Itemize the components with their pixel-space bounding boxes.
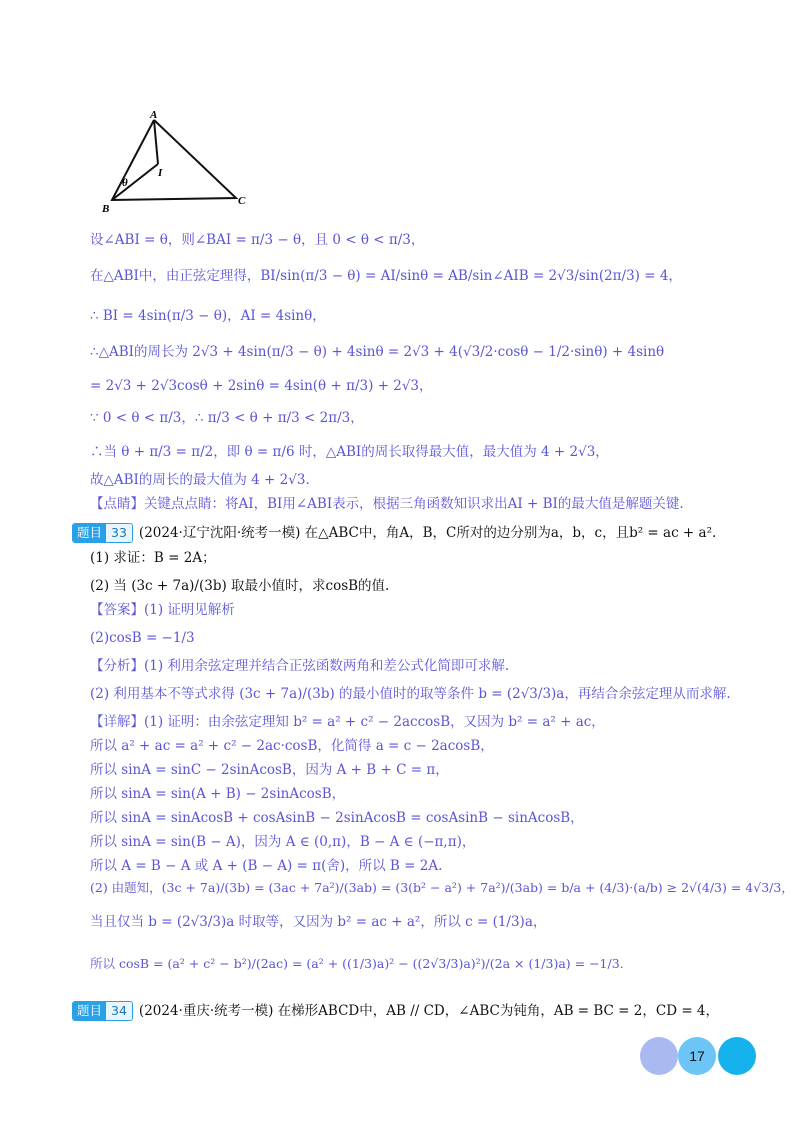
solution-line: ∴△ABI的周长为 2√3 + 4sin(π/3 − θ) + 4sinθ = 2√3 + 4(√3/2·cosθ − 1/2·sinθ) + 4sinθ: [90, 344, 665, 360]
question-part-2: (2) 当 (3c + 7a)/(3b) 取最小值时，求cosB的值.: [90, 578, 390, 594]
detail-line: 所以 a² + ac = a² + c² − 2ac·cosB，化简得 a = c − 2acosB，: [90, 738, 494, 754]
question-stem: (2024·重庆·统考一模) 在梯形ABCD中，AB // CD，∠ABC为钝角，AB = BC = 2，CD = 4，: [138, 1003, 720, 1019]
angle-label-theta: θ: [122, 177, 128, 189]
question-badge: [72, 523, 133, 543]
question-badge-label: 题目: [73, 524, 106, 542]
detail-line: 所以 cosB = (a² + c² − b²)/(2ac) = (a² + ((1/3)a)² − ((2√3/3)a)²)/(2a × (1/3)a) = −1/3.: [90, 956, 624, 971]
vertex-label-C: C: [238, 195, 246, 207]
tip-line: 【点睛】关键点点睛：将AI，BI用∠ABI表示，根据三角函数知识求出AI + BI的最大值是解题关键.: [90, 496, 684, 512]
question-part-1: (1) 求证：B = 2A；: [90, 550, 216, 566]
question-badge-label: 题目: [73, 1002, 106, 1020]
analysis-line: (2) 利用基本不等式求得 (3c + 7a)/(3b) 的最小值时的取等条件 b = (2√3/3)a，再结合余弦定理从而求解.: [90, 686, 731, 702]
segment-BI: [112, 164, 158, 200]
solution-line: 设∠ABI = θ，则∠BAI = π/3 − θ，且 0 < θ < π/3，: [90, 232, 425, 248]
question-stem: (2024·辽宁沈阳·统考一模) 在△ABC中，角A，B，C所对的边分别为a，b，c，且b² = ac + a².: [138, 525, 717, 541]
detail-line: 所以 sinA = sin(B − A)，因为 A ∈ (0,π)，B − A ∈ (−π,π)，: [90, 834, 476, 850]
vertex-label-B: B: [102, 203, 110, 215]
detail-line: 所以 sinA = sin(A + B) − 2sinAcosB，: [90, 786, 346, 802]
question-33-header: [72, 523, 716, 543]
question-badge-number: 34: [106, 1002, 132, 1020]
decor-circle: [718, 1037, 756, 1075]
page-number-badge: [640, 1036, 760, 1076]
point-label-I: I: [158, 167, 163, 179]
detail-line: 当且仅当 b = (2√3/3)a 时取等，又因为 b² = ac + a²，所以 c = (1/3)a，: [90, 914, 547, 930]
solution-line: 在△ABI中，由正弦定理得，BI/sin(π/3 − θ) = AI/sinθ = AB/sin∠AIB = 2√3/sin(2π/3) = 4，: [90, 268, 682, 284]
detail-line: 所以 sinA = sinAcosB + cosAsinB − 2sinAcosB = cosAsinB − sinAcosB，: [90, 810, 584, 826]
detail-line: 【详解】(1) 证明：由余弦定理知 b² = a² + c² − 2accosB，又因为 b² = a² + ac，: [90, 714, 605, 730]
solution-line: 故△ABI的周长的最大值为 4 + 2√3.: [90, 472, 310, 488]
decor-circle: [640, 1037, 678, 1075]
solution-line: ∴ BI = 4sin(π/3 − θ)，AI = 4sinθ，: [90, 308, 326, 324]
triangle-diagram: [96, 108, 266, 218]
solution-line: ∵ 0 < θ < π/3，∴ π/3 < θ + π/3 < 2π/3，: [90, 410, 364, 426]
triangle-outline: [112, 120, 236, 200]
vertex-label-A: A: [150, 109, 158, 121]
analysis-line: 【分析】(1) 利用余弦定理并结合正弦函数两角和差公式化简即可求解.: [90, 658, 510, 674]
answer-line: (2)cosB = −1/3: [90, 630, 195, 646]
detail-line: 所以 sinA = sinC − 2sinAcosB，因为 A + B + C = π，: [90, 762, 449, 778]
question-badge-number: 33: [106, 524, 132, 542]
segment-AI: [154, 120, 158, 164]
solution-line: ∴当 θ + π/3 = π/2，即 θ = π/6 时，△ABI的周长取得最大值，最大值为 4 + 2√3，: [90, 444, 609, 460]
question-badge: [72, 1001, 133, 1021]
answer-line: 【答案】(1) 证明见解析: [90, 602, 235, 618]
detail-line: 所以 A = B − A 或 A + (B − A) = π(舍)，所以 B = 2A.: [90, 858, 443, 874]
detail-line: (2) 由题知，(3c + 7a)/(3b) = (3ac + 7a²)/(3ab) = (3(b² − a²) + 7a²)/(3ab) = b/a + (4/3)·(a/b) ≥ 2√(4/3) = 4√3/3，: [90, 880, 794, 895]
solution-line: = 2√3 + 2√3cosθ + 2sinθ = 4sin(θ + π/3) + 2√3，: [90, 378, 433, 394]
page-number: 17: [689, 1048, 705, 1064]
question-34-header: [72, 1001, 719, 1021]
